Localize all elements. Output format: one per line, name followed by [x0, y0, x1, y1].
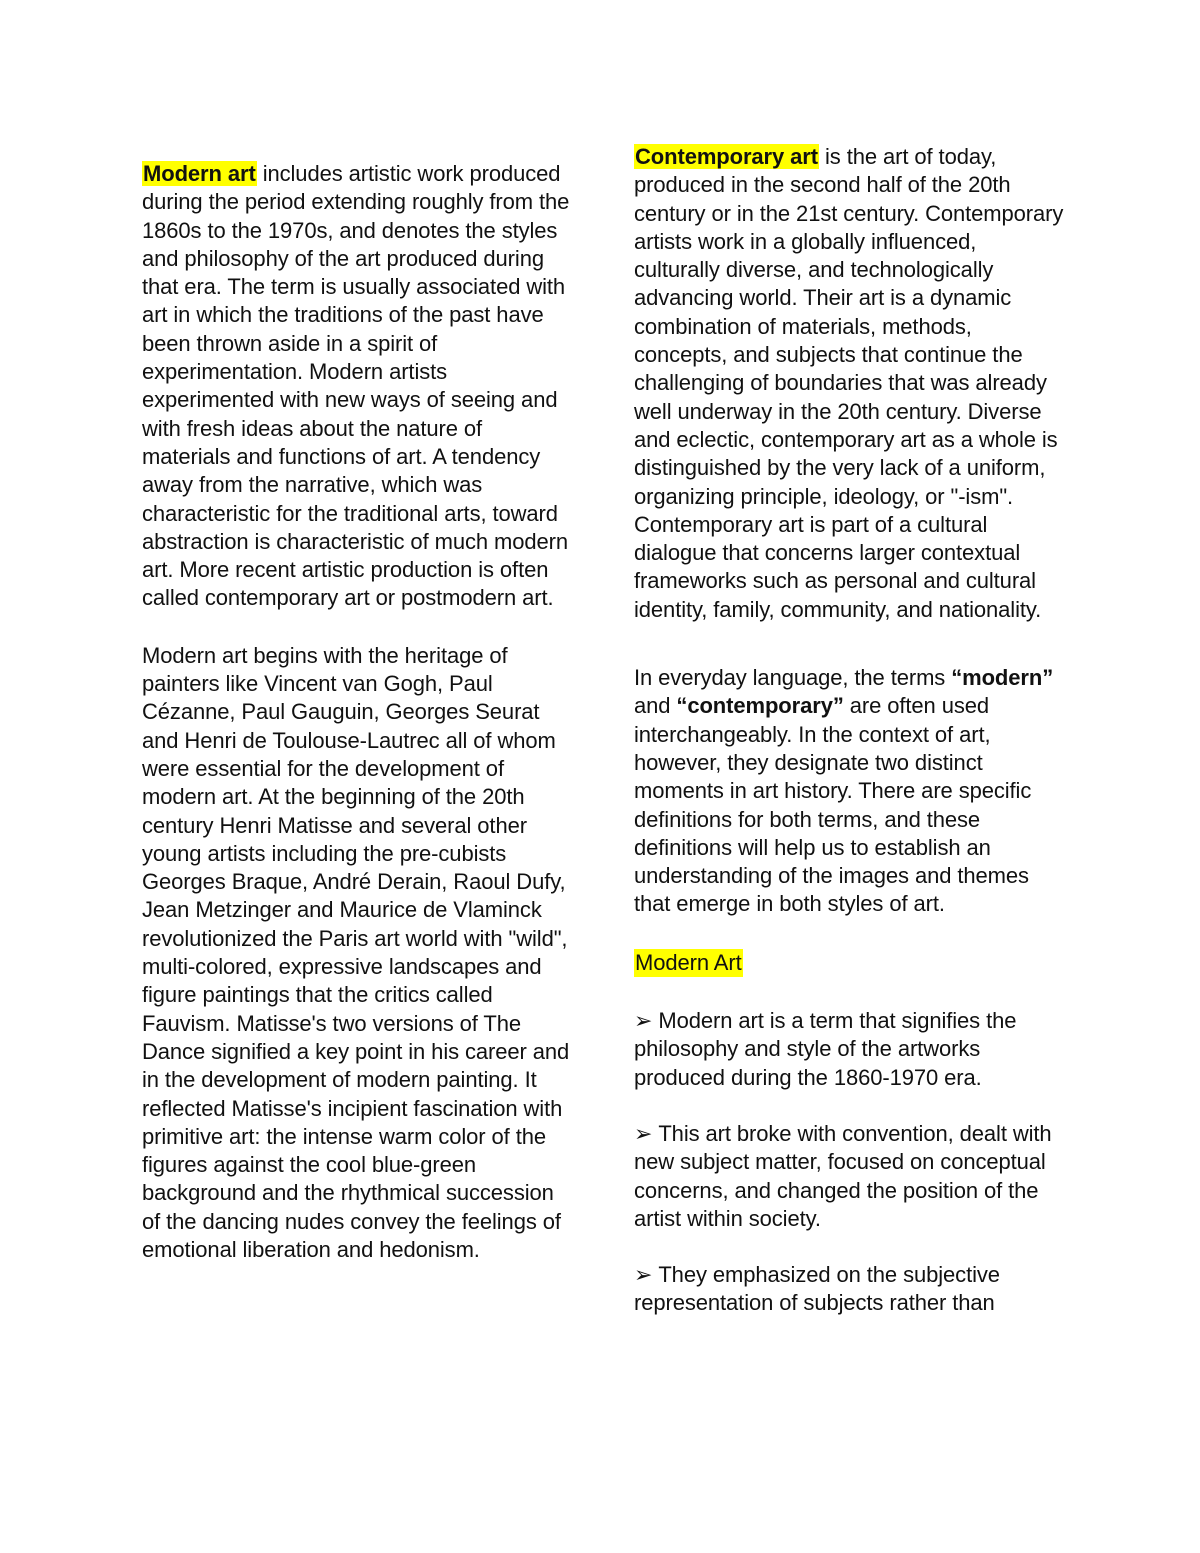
modern-art-intro-paragraph	[142, 160, 572, 613]
bullet-text-3: They emphasized on the subjective representation of subjects rather than	[634, 1262, 1000, 1316]
modern-art-highlight: Modern art	[143, 161, 256, 186]
bullet-item-1	[634, 1007, 1066, 1092]
right-column	[634, 143, 1066, 1318]
terms-mid-text: and	[634, 693, 677, 719]
modern-art-intro-text: includes artistic work produced during the period extending roughly from the 1860s to the 1970s, and denotes the styles and philosophy of the art produced during that era. The term is usually associated with art in which the traditions of the past have been thrown aside in a spirit of experimentation. Modern artists experimented with new ways of seeing and with fresh ideas about the nature of materials and functions of art. A tendency away from the narrative, which was characteristic for the traditional arts, toward abstraction is characteristic of much modern art. More recent artistic production is often called contemporary art or postmodern art.	[142, 161, 570, 611]
bullet-text-2: This art broke with convention, dealt with new subject matter, focused on conceptual concerns, and changed the position of the artist within society.	[634, 1120, 1052, 1231]
terms-post-text: are often used interchangeably. In the context of art, however, they designate two distinct moments in art history. There are specific definitions for both terms, and these definitions will help us to establish an understanding of the images and themes that emerge in both styles of art.	[634, 693, 1032, 917]
term-modern: “modern”	[951, 665, 1054, 691]
contemporary-art-highlight: Contemporary art	[635, 144, 818, 169]
arrow-bullet-icon: ➢	[634, 1008, 653, 1034]
term-contemporary: “contemporary”	[676, 693, 844, 719]
terms-pre-text: In everyday language, the terms	[634, 665, 952, 691]
modern-art-heading: Modern Art	[634, 949, 743, 977]
bullet-item-2	[634, 1120, 1066, 1233]
bullet-item-3	[634, 1261, 1066, 1318]
contemporary-art-text: is the art of today, produced in the second half of the 20th century or in the 21st century. Contemporary artists work in a globally influenced, culturally diverse, and technologically advancing world. Their art is a dynamic combination of materials, methods, concepts, and subjects that continue the challenging of boundaries that was already well underway in the 20th century. Diverse and eclectic, contemporary art as a whole is distinguished by the very lack of a uniform, organizing principle, ideology, or "-ism". Contemporary art is part of a cultural dialogue that concerns larger contextual frameworks such as personal and cultural identity, family, community, and nationality.	[634, 144, 1064, 622]
modern-art-heritage-paragraph: Modern art begins with the heritage of painters like Vincent van Gogh, Paul Cézanne, Paul Gauguin, Georges Seurat and Henri de Toulouse-Lautrec all of whom were essential for the development of modern art. At the beginning of the 20th century Henri Matisse and several other young artists including the pre-cubists Georges Braque, André Derain, Raoul Dufy, Jean Metzinger and Maurice de Vlaminck revolutionized the Paris art world with "wild", multi-colored, expressive landscapes and figure paintings that the critics called Fauvism. Matisse's two versions of The Dance signified a key point in his career and in the development of modern painting. It reflected Matisse's incipient fascination with primitive art: the intense warm color of the figures against the cool blue-green background and the rhythmical succession of the dancing nudes convey the feelings of emotional liberation and hedonism.	[142, 642, 570, 1262]
bullet-text-1: Modern art is a term that signifies the philosophy and style of the artworks produced during the 1860-1970 era.	[634, 1008, 1017, 1090]
contemporary-art-paragraph	[634, 143, 1066, 624]
terms-paragraph	[634, 664, 1066, 919]
arrow-bullet-icon: ➢	[634, 1120, 653, 1146]
modern-art-heading-line	[634, 949, 1066, 977]
left-column	[142, 160, 572, 1264]
arrow-bullet-icon: ➢	[634, 1262, 653, 1288]
